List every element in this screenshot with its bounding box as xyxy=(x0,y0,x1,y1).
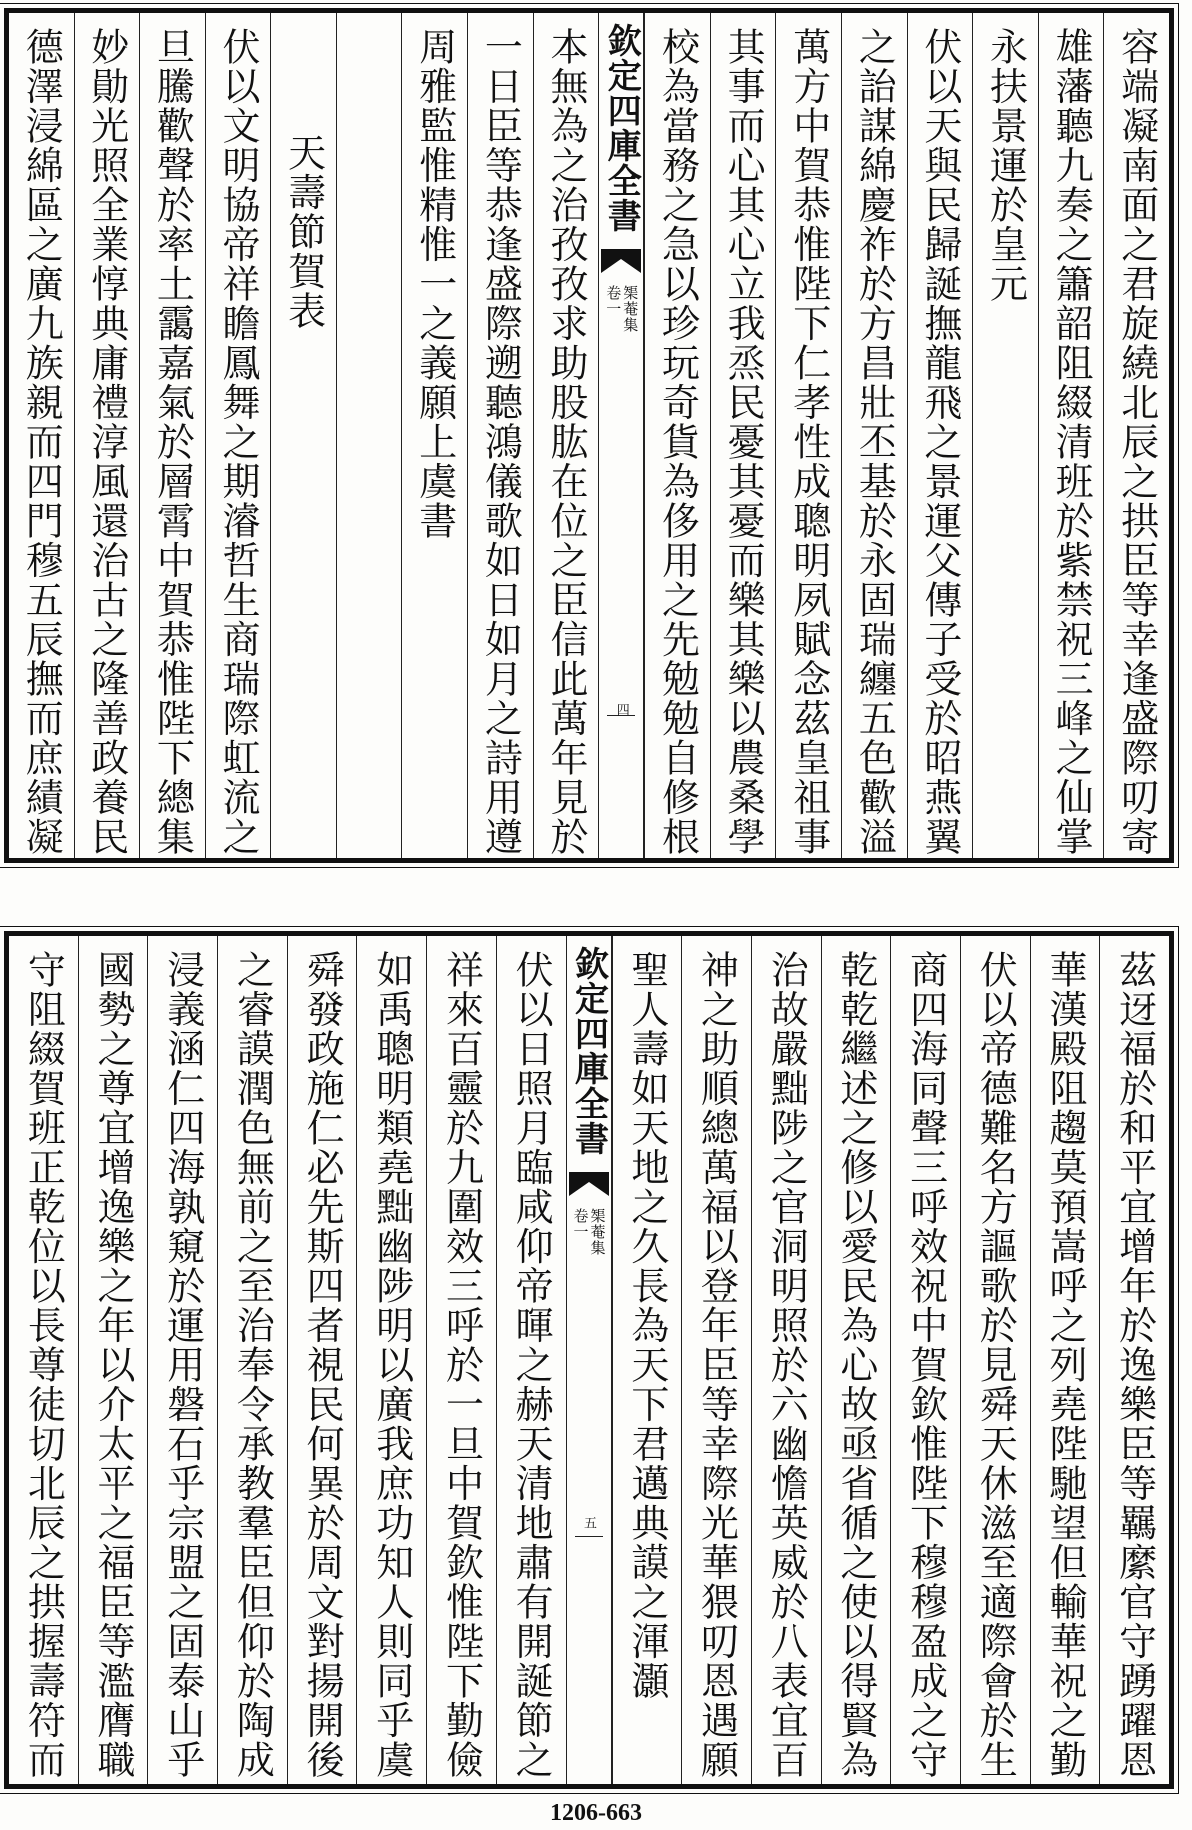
page-number: 四 xyxy=(613,703,629,716)
text-column: 聖人壽如天地之久長為天下君邁典謨之渾灝 xyxy=(612,936,682,1784)
text-column: 國勢之尊宜增逸樂之年以介太平之福臣等濫膺職 xyxy=(78,936,148,1784)
text-column: 華漢殿阻趨莫預嵩呼之列堯陛馳望但輸華祝之勤 xyxy=(1030,936,1100,1784)
bottom-page xyxy=(4,931,1174,1789)
text-column: 伏以日照月臨咸仰帝暉之赫天清地肅有開誕節之 xyxy=(496,936,566,1784)
juan-number: 卷一 xyxy=(604,285,623,317)
fish-tail-icon xyxy=(599,245,643,275)
center-fold xyxy=(566,936,612,1784)
text-column: 永扶景運於皇元 xyxy=(972,13,1038,858)
text-column: 周雅監惟精惟一之義願上虞書 xyxy=(401,13,467,858)
text-column: 祥來百靈於九圍效三呼於一旦中賀欽惟陛下勤儉 xyxy=(426,936,496,1784)
collection-title: 欽定四庫全書 xyxy=(568,946,609,1156)
collection-title: 欽定四庫全書 xyxy=(601,23,642,233)
section-heading: 天壽節賀表 xyxy=(270,13,336,858)
book-info xyxy=(573,1208,605,1256)
text-column: 神之助順總萬福以登年臣等幸際光華猥叨恩遇願 xyxy=(681,936,751,1784)
book-info xyxy=(604,285,640,333)
page-label: 1206-663 xyxy=(550,1800,642,1826)
text-column: 如禹聰明類堯黜幽陟明以廣我庶功知人則同乎虞 xyxy=(356,936,426,1784)
text-column: 浸義涵仁四海孰窺於運用磐石乎宗盟之固泰山乎 xyxy=(147,936,217,1784)
top-page xyxy=(4,8,1174,863)
page-number: 五 xyxy=(581,1516,596,1529)
text-column: 校為當務之急以珍玩奇貨為侈用之先勉勉自修根 xyxy=(644,13,710,858)
text-column: 之睿謨潤色無前之至治奉令承教羣臣但仰於陶成 xyxy=(217,936,287,1784)
text-column: 萬方中賀恭惟陛下仁孝性成聰明夙賦念茲皇祖事 xyxy=(775,13,841,858)
text-column: 之詒謀綿慶祚於方昌壯丕基於永固瑞纏五色歡溢 xyxy=(841,13,907,858)
text-column: 伏以帝德難名方謳歌於見舜天休滋至適際會於生 xyxy=(960,936,1030,1784)
text-column: 舜發政施仁必先斯四者視民何異於周文對揚開後 xyxy=(287,936,357,1784)
text-column: 伏以天與民歸誕撫龍飛之景運父傳子受於昭燕翼 xyxy=(907,13,973,858)
text-column: 一日臣等恭逢盛際遡聽鴻儀歌如日如月之詩用遵 xyxy=(467,13,533,858)
text-column: 伏以文明協帝祥瞻鳳舞之期濬哲生商瑞際虹流之 xyxy=(205,13,271,858)
text-column: 商四海同聲三呼效祝中賀欽惟陛下穆穆盈成之守 xyxy=(890,936,960,1784)
text-column: 守阻綴賀班正乾位以長尊徒切北辰之拱握壽符而 xyxy=(21,950,66,1780)
text-column: 旦騰歡聲於率土靄嘉氣於層霄中賀恭惟陛下總集 xyxy=(139,13,205,858)
book-name: 榘菴集 xyxy=(588,1208,607,1256)
text-column: 本無為之治孜孜求助股肱在位之臣信此萬年見於 xyxy=(533,13,599,858)
blank-column xyxy=(336,13,402,858)
fish-tail-icon xyxy=(567,1168,611,1198)
book-name: 榘菴集 xyxy=(621,285,640,333)
text-column: 其事而心其心立我烝民憂其憂而樂其樂以農桑學 xyxy=(710,13,776,858)
text-column: 德澤浸綿區之廣九族親而四門穆五辰撫而庶績凝 xyxy=(19,27,64,857)
text-column: 治故嚴黜陟之官洞明照於六幽憺英威於八表宜百 xyxy=(751,936,821,1784)
text-column: 雄藩聽九奏之簫韶阻綴清班於紫禁祝三峰之仙掌 xyxy=(1038,13,1104,858)
divider xyxy=(575,1536,603,1537)
text-column: 妙勛光照全業惇典庸禮淳風還治古之隆善政養民 xyxy=(74,13,140,858)
juan-number: 卷一 xyxy=(571,1208,590,1240)
text-column: 茲迓福於和平宜增年於逸樂臣等羈縻官守踴躍恩 xyxy=(1099,936,1169,1784)
center-fold xyxy=(598,13,644,858)
text-column: 容端凝南面之君旋繞北辰之拱臣等幸逢盛際叨寄 xyxy=(1103,13,1169,858)
text-column: 乾乾繼述之修以愛民為心故亟省循之使以得賢為 xyxy=(821,936,891,1784)
